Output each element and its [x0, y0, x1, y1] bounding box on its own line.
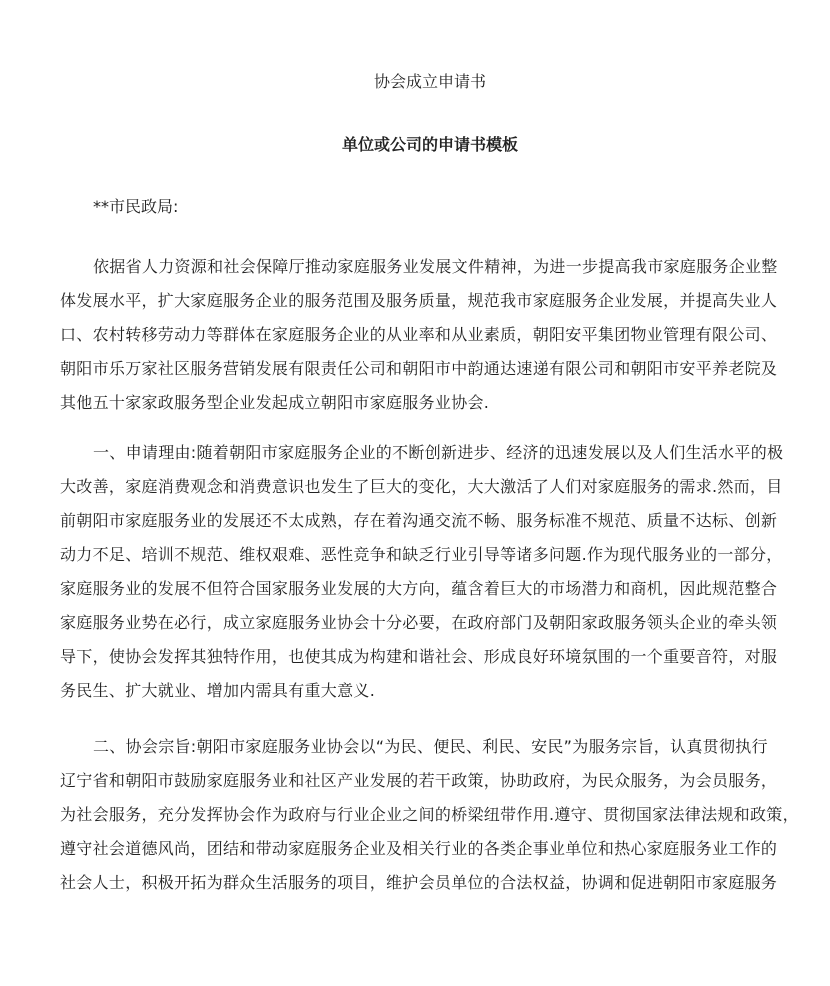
paragraph-intro	[60, 250, 778, 420]
paragraph-line: 为社会服务，充分发挥协会作为政府与行业企业之间的桥梁纽带作用.遵守、贯彻国家法律法规和政策，	[60, 805, 799, 824]
paragraph-line: 导下，使协会发挥其独特作用，也使其成为构建和谐社会、形成良好环境氛围的一个重要音符，对服	[60, 647, 778, 666]
paragraph-line: 口、农村转移劳动力等群体在家庭服务企业的从业率和从业素质，朝阳安平集团物业管理有限公司、	[60, 325, 778, 344]
salutation: **市民政局:	[93, 197, 179, 216]
paragraph-line: 一、申请理由:随着朝阳市家庭服务企业的不断创新进步、经济的迅速发展以及人们生活水平的极	[93, 443, 784, 462]
paragraph-line: 务民生、扩大就业、增加内需具有重大意义.	[60, 681, 376, 700]
paragraph-line: 体发展水平，扩大家庭服务企业的服务范围及服务质量，规范我市家庭服务企业发展，并提高失业人	[60, 291, 778, 310]
paragraph-line: 辽宁省和朝阳市鼓励家庭服务业和社区产业发展的若干政策，协助政府，为民众服务，为会员服务，	[60, 771, 778, 790]
paragraph-line: 依据省人力资源和社会保障厅推动家庭服务业发展文件精神，为进一步提高我市家庭服务企业整	[93, 257, 778, 276]
paragraph-line: 社会人士，积极开拓为群众生活服务的项目，维护会员单位的合法权益，协调和促进朝阳市家庭服务	[60, 873, 778, 892]
paragraph-line: 遵守社会道德风尚，团结和带动家庭服务企业及相关行业的各类企事业单位和热心家庭服务业工作的	[60, 839, 778, 858]
paragraph-line: 家庭服务业的发展不但符合国家服务业发展的大方向，蕴含着巨大的市场潜力和商机，因此规范整合	[60, 579, 778, 598]
paragraph-reason	[60, 436, 784, 708]
paragraph-line: 前朝阳市家庭服务业的发展还不太成熟，存在着沟通交流不畅、服务标准不规范、质量不达标、创新	[60, 511, 778, 530]
paragraph-line: 动力不足、培训不规范、维权艰难、恶性竞争和缺乏行业引导等诸多问题.作为现代服务业的一部分，	[60, 545, 783, 564]
document-subtitle: 单位或公司的申请书模板	[341, 135, 518, 154]
document-title: 协会成立申请书	[373, 72, 486, 91]
paragraph-line: 其他五十家家政服务型企业发起成立朝阳市家庭服务业协会.	[60, 393, 490, 412]
paragraph-line: 朝阳市乐万家社区服务营销发展有限责任公司和朝阳市中韵通达速递有限公司和朝阳市安平养老院及	[60, 359, 778, 378]
paragraph-line: 二、协会宗旨:朝阳市家庭服务业协会以“为民、便民、利民、安民”为服务宗旨，认真贯彻执行	[93, 737, 768, 756]
paragraph-line: 大改善，家庭消费观念和消费意识也发生了巨大的变化，大大激活了人们对家庭服务的需求.然而，目	[60, 477, 783, 496]
paragraph-line: 家庭服务业势在必行，成立家庭服务业协会十分必要，在政府部门及朝阳家政服务领头企业的牵头领	[60, 613, 778, 632]
paragraph-purpose	[60, 730, 799, 900]
